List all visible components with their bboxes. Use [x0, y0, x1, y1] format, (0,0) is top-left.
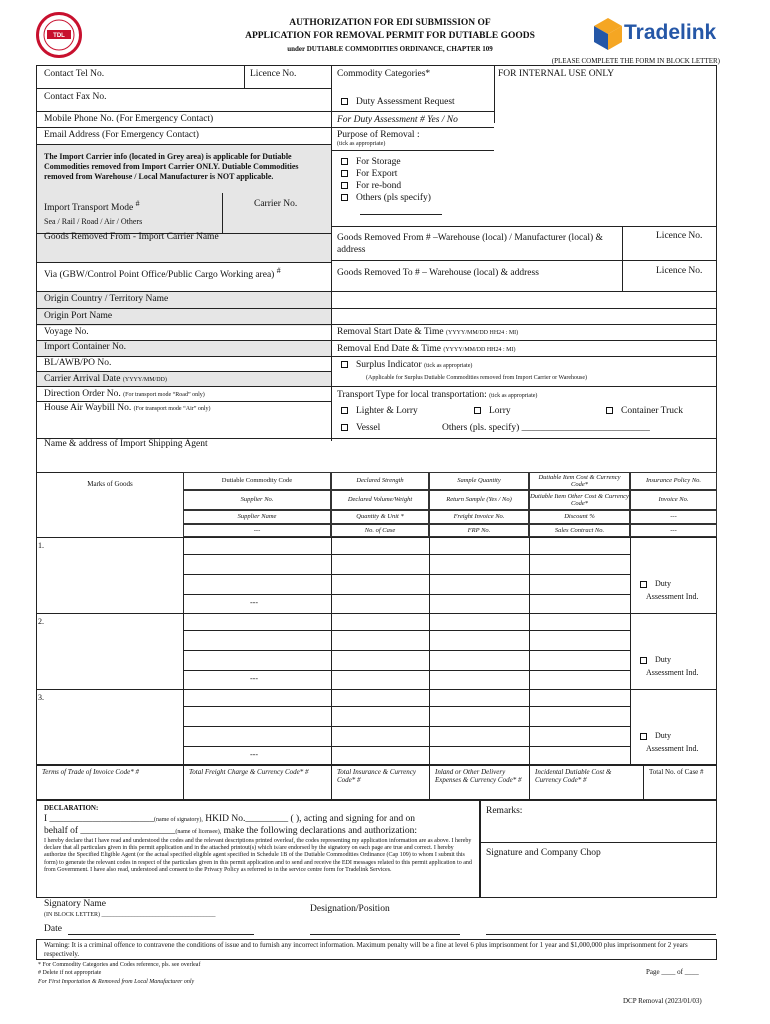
table-header-cell: Quantity & Unit * [331, 510, 429, 524]
item-col-line [331, 613, 332, 689]
storage-text: For Storage [356, 157, 401, 167]
email-label: Email Address (For Emergency Contact) [44, 130, 199, 140]
transport-mode-text: Import Transport Mode [44, 203, 134, 214]
carrier-arrival-text: Carrier Arrival Date [44, 374, 121, 384]
item-row-line [36, 689, 717, 690]
item-col-line [183, 689, 184, 765]
direction-order-text: Direction Order No. [44, 389, 121, 399]
item-row-line [183, 554, 630, 555]
designation-label: Designation/Position [310, 904, 390, 914]
vessel-option[interactable] [341, 423, 380, 433]
item-dashes: --- [250, 750, 258, 759]
lighter-lorry-option[interactable] [341, 406, 418, 416]
end-format: (YYYY/MM/DD HH24 : MI) [443, 347, 516, 353]
licensee-note: (name of licensee), [175, 829, 222, 835]
total-field-label: Total No. of Case # [649, 768, 704, 776]
total-field-label: Terms of Trade of Invoice Code* # [42, 768, 139, 776]
purpose-others[interactable] [341, 193, 431, 205]
duty-request-text: Duty Assessment Request [356, 97, 455, 107]
vessel-checkbox[interactable] [341, 424, 348, 431]
direction-order-label [44, 389, 205, 399]
total-col-line [643, 764, 644, 800]
table-header-cell: Supplier Name [183, 510, 331, 524]
total-field-label: Inland or Other Delivery Expenses & Currency Code* # [435, 768, 522, 785]
goods-removed-from-label: Goods Removed From # –Warehouse (local) / Manufacturer (local) & address [337, 233, 603, 255]
duty-request-checkbox[interactable] [341, 98, 348, 105]
block-letter-note: (PLEASE COMPLETE THE FORM IN BLOCK LETTER) [551, 57, 720, 65]
mobile-phone-label: Mobile Phone No. (For Emergency Contact) [44, 114, 214, 124]
total-field-label: Total Insurance & Currency Code* # [337, 768, 417, 785]
licensee-blank: behalf of ____________________ [44, 826, 176, 836]
table-header-cell: Invoice No. [630, 490, 717, 510]
container-truck-text: Container Truck [621, 406, 684, 416]
transport-tick: (tick as appropriate) [489, 393, 538, 399]
lorry-checkbox[interactable] [474, 407, 481, 414]
item-row-line [36, 613, 717, 614]
surplus-text: Surplus Indicator [356, 360, 422, 370]
duty-text: Duty [655, 655, 671, 664]
item-col-line [529, 537, 530, 613]
licence-no-from: Licence No. [656, 231, 703, 241]
item-row-line [183, 594, 630, 595]
item-row-line [183, 670, 630, 671]
assessment-text: Assessment Ind. [646, 743, 699, 753]
lighter-lorry-checkbox[interactable] [341, 407, 348, 414]
item-col-line [529, 613, 530, 689]
duty-assessment-checkbox[interactable] [640, 581, 647, 588]
declaration-body: I hereby declare that I have read and understood the codes and the relevant descriptions printed overleaf, the codes representing my application information are as above. I hereby declare that all particulars given in this permit application and in the attached printout(s) which is/are endorsed by the signatory on each page are true and correct. I hereby authorize the Specified Eligible Agent (or the actual specified eligible agent specified in Schedule 1B of the Dutiable Commodities Ordinance (Cap 109) to whom I submit this form) to generate the relevant codes in respect of the particulars given in this permit application and to send and receive the EDI messages related to this permit application to and from Government. I have also read, understood and consent to the Privacy Policy as referred to in the service centre form for Tradelink Services. [44, 838, 472, 873]
table-header-cell: Insurance Policy No. [630, 472, 717, 490]
removal-start-label [337, 327, 518, 337]
item-dashes: --- [250, 598, 258, 607]
table-header-cell: Dutiable Commodity Code [183, 472, 331, 490]
item-row-line [36, 765, 717, 766]
commodity-categories-label: Commodity Categories* [337, 69, 431, 79]
import-container-label: Import Container No. [44, 342, 127, 352]
purpose-tick-note: (tick as appropriate) [337, 141, 386, 147]
total-col-line [529, 764, 530, 800]
footnote-commodity: * For Commodity Categories and Codes reference, pls. see overleaf [38, 962, 201, 968]
duty-assessment-indicator[interactable] [640, 730, 698, 756]
carrier-arrival-label [44, 374, 167, 384]
page-number: Page ____ of ____ [646, 968, 699, 976]
purpose-of-removal-label: Purpose of Removal : [337, 130, 420, 140]
origin-country-label: Origin Country / Territory Name [44, 294, 169, 304]
item-col-line [331, 537, 332, 613]
container-truck-checkbox[interactable] [606, 407, 613, 414]
surplus-tick: (tick as appropriate) [424, 363, 473, 369]
arrival-format: (YYYY/MM/DD) [122, 377, 167, 383]
signatory-name-label: Signatory Name [44, 899, 107, 909]
form-subtitle: under DUTIABLE COMMODITIES ORDINANCE, CHAPTER 109 [287, 45, 493, 53]
warning-text: Warning: It is a criminal offence to contravene the conditions of issue and to furnish any incorrect information. Maximum penalty will be a fine at level 6 plus imprisonment for 1 year and $1,000,000 plus imprisonment for 2 years respectively. [44, 941, 688, 958]
item-col-line [183, 537, 184, 613]
table-header-cell: FRP No. [429, 524, 529, 537]
footnote-first-importation: For First Importation & Removed from Local Manufacturer only [38, 979, 195, 985]
item-row-line [183, 706, 630, 707]
carrier-no-label: Carrier No. [254, 199, 298, 209]
carrier-note: The Import Carrier info (located in Grey area) is applicable for Dutiable Commodities removed from Import Carrier ONLY. Dutiable Commodities removed from Warehouse / Local Manufacturer is NOT applicable. [44, 152, 299, 181]
item-row-line [183, 574, 630, 575]
contact-fax-label: Contact Fax No. [44, 92, 107, 102]
transport-type-text: Transport Type for local transportation: [337, 390, 487, 400]
item-dashes: --- [250, 674, 258, 683]
item-col-line [429, 537, 430, 613]
table-header-cell: --- [183, 524, 331, 537]
table-header-cell: --- [630, 510, 717, 524]
svg-text:TDL: TDL [53, 33, 65, 39]
hawb-note: (For transport mode “Air” only) [133, 406, 211, 412]
start-text: Removal Start Date & Time [337, 327, 444, 337]
declarations-text: make the following declarations and authorization: [223, 826, 417, 836]
import-carrier-name-label: Goods Removed From - Import Carrier Name [44, 232, 219, 242]
origin-port-label: Origin Port Name [44, 311, 113, 321]
lighter-text: Lighter & Lorry [356, 406, 418, 416]
table-header-cell: Dutiable Item Cost & Currency Code* [529, 472, 630, 490]
direction-order-note: (For transport mode “Road” only) [123, 392, 205, 398]
form-title-line2: APPLICATION FOR REMOVAL PERMIT FOR DUTIABLE GOODS [245, 31, 535, 41]
others-text: Others (pls specify) [356, 192, 431, 203]
total-col-line [331, 764, 332, 800]
lorry-option[interactable] [474, 406, 511, 416]
storage-checkbox[interactable] [341, 158, 348, 165]
item-number: 2. [38, 617, 44, 626]
item-col-line [429, 689, 430, 765]
house-air-waybill-label [44, 403, 211, 413]
surplus-indicator[interactable] [341, 360, 472, 370]
item-row-line [183, 630, 630, 631]
item-number: 1. [38, 541, 44, 550]
table-header-cell: Declared Strength [331, 472, 429, 490]
licence-no-to: Licence No. [656, 266, 703, 276]
duty-assessment-checkbox[interactable] [640, 733, 647, 740]
tradelink-logo [590, 16, 740, 56]
item-col-line [331, 689, 332, 765]
tradelink-seal-logo [36, 12, 82, 58]
surplus-note: (Applicable for Surplus Dutiable Commodities removed from Import Carrier or Warehouse) [366, 375, 588, 381]
form-title-line1: AUTHORIZATION FOR EDI SUBMISSION OF [289, 18, 491, 28]
assessment-text: Assessment Ind. [646, 667, 699, 677]
signature-chop-label: Signature and Company Chop [486, 848, 601, 858]
shipping-agent-label: Name & address of Import Shipping Agent [44, 439, 208, 449]
transport-mode-label: Import Transport Mode # [44, 199, 140, 214]
others-checkbox[interactable] [341, 194, 348, 201]
container-truck-option[interactable] [606, 406, 683, 416]
duty-text: Duty [655, 731, 671, 740]
transport-others: Others (pls. specify) ___________________________ [442, 423, 650, 433]
duty-yes-no: For Duty Assessment # Yes / No [337, 115, 458, 125]
table-header-cell: Declared Volume/Weight [331, 490, 429, 510]
block-letter-field[interactable]: (IN BLOCK LETTER) ______________________________________ [44, 912, 216, 918]
internal-use-label: FOR INTERNAL USE ONLY [498, 69, 615, 79]
table-header-cell: Freight Invoice No. [429, 510, 529, 524]
duty-text: Duty [655, 579, 671, 588]
item-col-line [630, 689, 631, 726]
export-text: For Export [356, 168, 398, 179]
table-header-cell: Dutiable Item Other Cost & Currency Code* [529, 490, 630, 510]
item-col-line [529, 689, 530, 765]
item-col-line [429, 613, 430, 689]
surplus-checkbox[interactable] [341, 361, 348, 368]
via-label: Via (GBW/Control Point Office/Public Cargo Working area) # [44, 266, 281, 281]
rebond-text: For re-bond [356, 180, 402, 191]
item-col-line [630, 613, 631, 650]
item-col-line [630, 537, 631, 574]
signatory-blank: I ______________________ [44, 814, 155, 824]
table-header-cell: Sales Contract No. [529, 524, 630, 537]
via-text: Via (GBW/Control Point Office/Public Cargo Working area) [44, 270, 275, 281]
tradelink-logo-icon [590, 16, 628, 52]
total-field-label: Total Freight Charge & Currency Code* # [189, 768, 309, 776]
hawb-text: House Air Waybill No. [44, 403, 132, 413]
table-header-cell: Supplier No. [183, 490, 331, 510]
purpose-export[interactable] [341, 169, 431, 181]
declaration-line1 [44, 814, 415, 824]
purpose-storage[interactable] [341, 157, 431, 169]
duty-assessment-request[interactable] [341, 97, 455, 107]
duty-assessment-checkbox[interactable] [640, 657, 647, 664]
lorry-text: Lorry [489, 406, 511, 416]
table-header-cell: Return Sample (Yes / No) [429, 490, 529, 510]
table-header-cell: Sample Quantity [429, 472, 529, 490]
date-label: Date [44, 924, 62, 934]
purpose-rebond[interactable] [341, 181, 431, 193]
item-row-line [183, 650, 630, 651]
voyage-label: Voyage No. [44, 327, 89, 337]
declaration-line2 [44, 826, 417, 836]
purpose-options [341, 157, 431, 205]
table-header-cell: --- [630, 524, 717, 537]
rebond-checkbox[interactable] [341, 182, 348, 189]
table-header-cell: No. of Case [331, 524, 429, 537]
declaration-title: DECLARATION: [44, 804, 99, 812]
transport-type-label [337, 390, 537, 400]
remarks-label: Remarks: [486, 806, 523, 816]
signatory-note: (name of signatory), [154, 817, 203, 823]
item-number: 3. [38, 693, 44, 702]
total-col-line [183, 764, 184, 800]
removal-end-label [337, 344, 516, 354]
licence-no-label: Licence No. [250, 69, 297, 79]
item-row-line [183, 746, 630, 747]
goods-removed-to-label: Goods Removed To # – Warehouse (local) & address [337, 268, 539, 278]
total-col-line [429, 764, 430, 800]
assessment-text: Assessment Ind. [646, 591, 699, 601]
footnote-delete: # Delete if not appropriate [38, 970, 102, 976]
table-header-cell: Discount % [529, 510, 630, 524]
item-col-line [183, 613, 184, 689]
transport-mode-options: Sea / Rail / Road / Air / Others [44, 217, 143, 226]
bl-awb-label: BL/AWB/PO No. [44, 358, 112, 368]
export-checkbox[interactable] [341, 170, 348, 177]
contact-tel-label: Contact Tel No. [44, 69, 105, 79]
start-format: (YYYY/MM/DD HH24 : MI) [445, 330, 519, 336]
duty-assessment-indicator[interactable] [640, 578, 698, 604]
hkid-text: HKID No._________ ( ), acting and signing for and on [205, 814, 416, 824]
vessel-text: Vessel [356, 423, 381, 433]
form-version: DCP Removal (2023/01/03) [623, 997, 702, 1005]
duty-assessment-indicator[interactable] [640, 654, 698, 680]
end-text: Removal End Date & Time [337, 344, 441, 354]
total-field-label: Incidental Dutiable Cost & Currency Code* # [535, 768, 612, 785]
marks-of-goods-header: Marks of Goods [87, 480, 133, 488]
item-row-line [183, 726, 630, 727]
brand-name: Tradelink [624, 21, 717, 44]
